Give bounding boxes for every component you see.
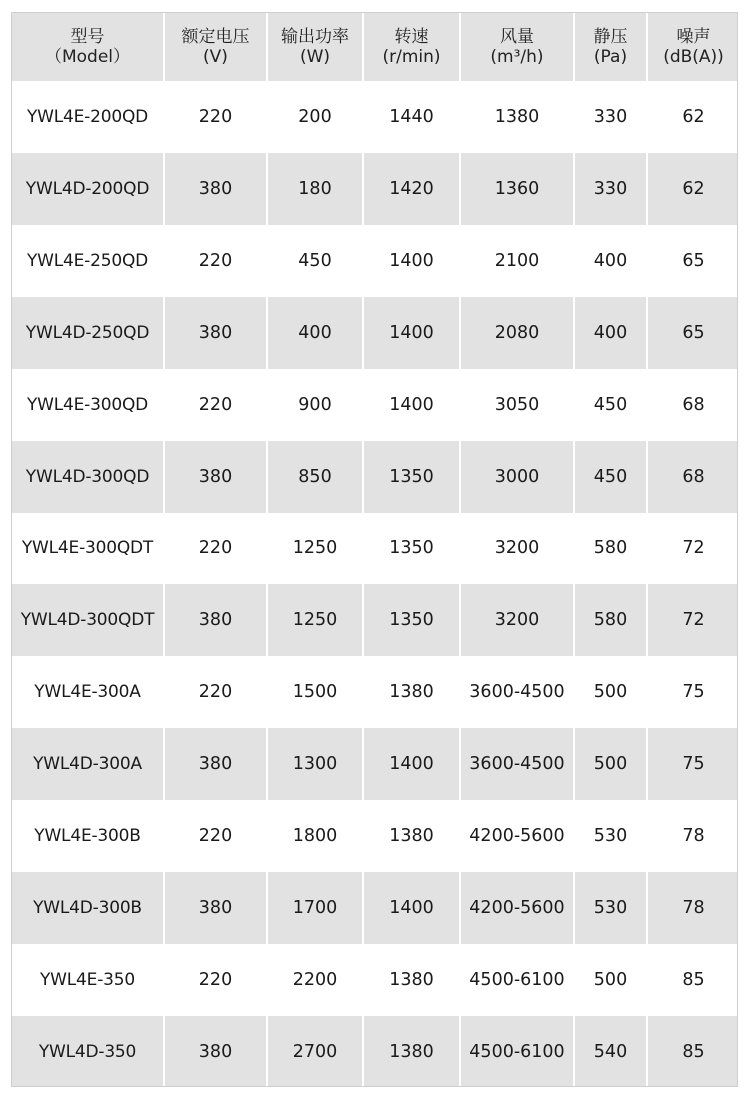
cell-speed: 1400	[363, 728, 460, 800]
header-noise	[647, 13, 738, 81]
table-body	[12, 81, 738, 1087]
cell-noise: 72	[647, 584, 738, 656]
header-power-cn: 输出功率	[281, 27, 349, 47]
cell-airflow: 3200	[460, 584, 574, 656]
cell-airflow: 4500-6100	[460, 944, 574, 1016]
cell-airflow: 4200-5600	[460, 800, 574, 872]
cell-noise: 68	[647, 369, 738, 441]
header-airflow-cn: 风量	[500, 27, 534, 47]
header-noise-unit: (dB(A))	[663, 47, 724, 67]
cell-model: YWL4D-250QD	[25, 322, 150, 343]
table-row	[12, 584, 738, 656]
cell-speed: 1380	[363, 944, 460, 1016]
cell-model: YWL4E-350	[39, 970, 135, 991]
header-model-en: （Model）	[44, 47, 131, 67]
cell-noise: 75	[647, 728, 738, 800]
cell-noise: 78	[647, 800, 738, 872]
table-row	[12, 656, 738, 728]
cell-static-pressure: 450	[574, 441, 647, 513]
cell-model: YWL4E-300A	[34, 682, 141, 703]
header-noise-cn: 噪声	[676, 27, 711, 47]
cell-static-pressure: 500	[574, 728, 647, 800]
header-output-power	[267, 13, 363, 81]
spec-table-container	[11, 12, 738, 1087]
cell-static-pressure: 580	[574, 513, 647, 585]
header-pressure-cn: 静压	[593, 27, 628, 47]
cell-static-pressure: 500	[574, 656, 647, 728]
cell-model: YWL4E-300QD	[26, 394, 149, 415]
cell-rated-voltage: 220	[164, 656, 267, 728]
cell-static-pressure: 400	[574, 225, 647, 297]
cell-speed: 1350	[363, 441, 460, 513]
cell-model: YWL4E-200QD	[26, 106, 149, 127]
header-model	[12, 13, 164, 81]
table-row	[12, 944, 738, 1016]
header-row	[12, 13, 738, 81]
cell-airflow: 3200	[460, 513, 574, 585]
cell-rated-voltage: 220	[164, 944, 267, 1016]
cell-speed: 1400	[363, 225, 460, 297]
table-row	[12, 800, 738, 872]
cell-static-pressure: 530	[574, 800, 647, 872]
cell-rated-voltage: 220	[164, 800, 267, 872]
cell-noise: 65	[647, 225, 738, 297]
cell-speed: 1400	[363, 369, 460, 441]
cell-speed: 1400	[363, 297, 460, 369]
header-power-unit: (W)	[299, 47, 331, 67]
cell-rated-voltage: 380	[164, 153, 267, 225]
fan-spec-table	[12, 13, 738, 1087]
cell-rated-voltage: 380	[164, 584, 267, 656]
cell-noise: 85	[647, 1016, 738, 1087]
cell-rated-voltage: 380	[164, 872, 267, 944]
table-row	[12, 297, 738, 369]
header-airflow	[460, 13, 574, 81]
cell-output-power: 1500	[267, 656, 363, 728]
cell-speed: 1380	[363, 800, 460, 872]
cell-output-power: 1700	[267, 872, 363, 944]
cell-output-power: 450	[267, 225, 363, 297]
cell-speed: 1350	[363, 513, 460, 585]
header-static-pressure	[574, 13, 647, 81]
cell-airflow: 3600-4500	[460, 656, 574, 728]
cell-static-pressure: 580	[574, 584, 647, 656]
table-row	[12, 1016, 738, 1087]
cell-model: YWL4E-250QD	[26, 250, 149, 271]
cell-static-pressure: 530	[574, 872, 647, 944]
cell-output-power: 900	[267, 369, 363, 441]
header-model-cn: 型号	[70, 27, 105, 47]
cell-noise: 78	[647, 872, 738, 944]
cell-rated-voltage: 220	[164, 225, 267, 297]
cell-airflow: 1380	[460, 81, 574, 153]
cell-static-pressure: 500	[574, 944, 647, 1016]
table-row	[12, 872, 738, 944]
cell-noise: 65	[647, 297, 738, 369]
cell-model: YWL4D-300B	[33, 898, 142, 919]
cell-noise: 62	[647, 153, 738, 225]
cell-rated-voltage: 380	[164, 297, 267, 369]
cell-output-power: 1250	[267, 584, 363, 656]
header-rated-voltage	[164, 13, 267, 81]
table-row	[12, 81, 738, 153]
cell-rated-voltage: 220	[164, 369, 267, 441]
cell-model: YWL4D-350	[38, 1041, 137, 1062]
cell-noise: 72	[647, 513, 738, 585]
cell-output-power: 200	[267, 81, 363, 153]
header-speed-unit: (r/min)	[382, 47, 441, 67]
cell-speed: 1380	[363, 656, 460, 728]
header-speed-cn: 转速	[394, 27, 429, 47]
cell-output-power: 850	[267, 441, 363, 513]
cell-speed: 1350	[363, 584, 460, 656]
cell-speed: 1380	[363, 1016, 460, 1087]
cell-airflow: 3600-4500	[460, 728, 574, 800]
cell-noise: 85	[647, 944, 738, 1016]
table-row	[12, 153, 738, 225]
header-airflow-unit: (m³/h)	[490, 47, 544, 67]
cell-static-pressure: 450	[574, 369, 647, 441]
cell-airflow: 4500-6100	[460, 1016, 574, 1087]
header-voltage-cn: 额定电压	[181, 27, 250, 47]
table-row	[12, 441, 738, 513]
cell-output-power: 2700	[267, 1016, 363, 1087]
cell-output-power: 1250	[267, 513, 363, 585]
table-header	[12, 13, 738, 81]
cell-model: YWL4D-300QDT	[20, 610, 155, 631]
cell-model: YWL4E-300B	[34, 826, 141, 847]
cell-model: YWL4E-300QDT	[21, 538, 154, 559]
cell-airflow: 3000	[460, 441, 574, 513]
cell-noise: 68	[647, 441, 738, 513]
table-row	[12, 513, 738, 585]
cell-output-power: 400	[267, 297, 363, 369]
cell-airflow: 1360	[460, 153, 574, 225]
header-speed	[363, 13, 460, 81]
cell-rated-voltage: 380	[164, 441, 267, 513]
cell-speed: 1420	[363, 153, 460, 225]
cell-rated-voltage: 380	[164, 1016, 267, 1087]
cell-rated-voltage: 220	[164, 81, 267, 153]
cell-airflow: 3050	[460, 369, 574, 441]
cell-model: YWL4D-200QD	[25, 178, 150, 199]
header-pressure-unit: (Pa)	[593, 47, 628, 67]
cell-noise: 75	[647, 656, 738, 728]
cell-rated-voltage: 380	[164, 728, 267, 800]
table-row	[12, 225, 738, 297]
cell-output-power: 2200	[267, 944, 363, 1016]
table-row	[12, 728, 738, 800]
cell-speed: 1440	[363, 81, 460, 153]
cell-model: YWL4D-300QD	[25, 466, 150, 487]
cell-output-power: 1300	[267, 728, 363, 800]
cell-output-power: 180	[267, 153, 363, 225]
cell-static-pressure: 330	[574, 153, 647, 225]
cell-noise: 62	[647, 81, 738, 153]
cell-rated-voltage: 220	[164, 513, 267, 585]
header-voltage-unit: (V)	[203, 47, 228, 67]
cell-speed: 1400	[363, 872, 460, 944]
cell-static-pressure: 540	[574, 1016, 647, 1087]
cell-airflow: 4200-5600	[460, 872, 574, 944]
cell-airflow: 2080	[460, 297, 574, 369]
cell-airflow: 2100	[460, 225, 574, 297]
cell-output-power: 1800	[267, 800, 363, 872]
table-row	[12, 369, 738, 441]
cell-static-pressure: 330	[574, 81, 647, 153]
cell-model: YWL4D-300A	[33, 754, 142, 775]
cell-static-pressure: 400	[574, 297, 647, 369]
